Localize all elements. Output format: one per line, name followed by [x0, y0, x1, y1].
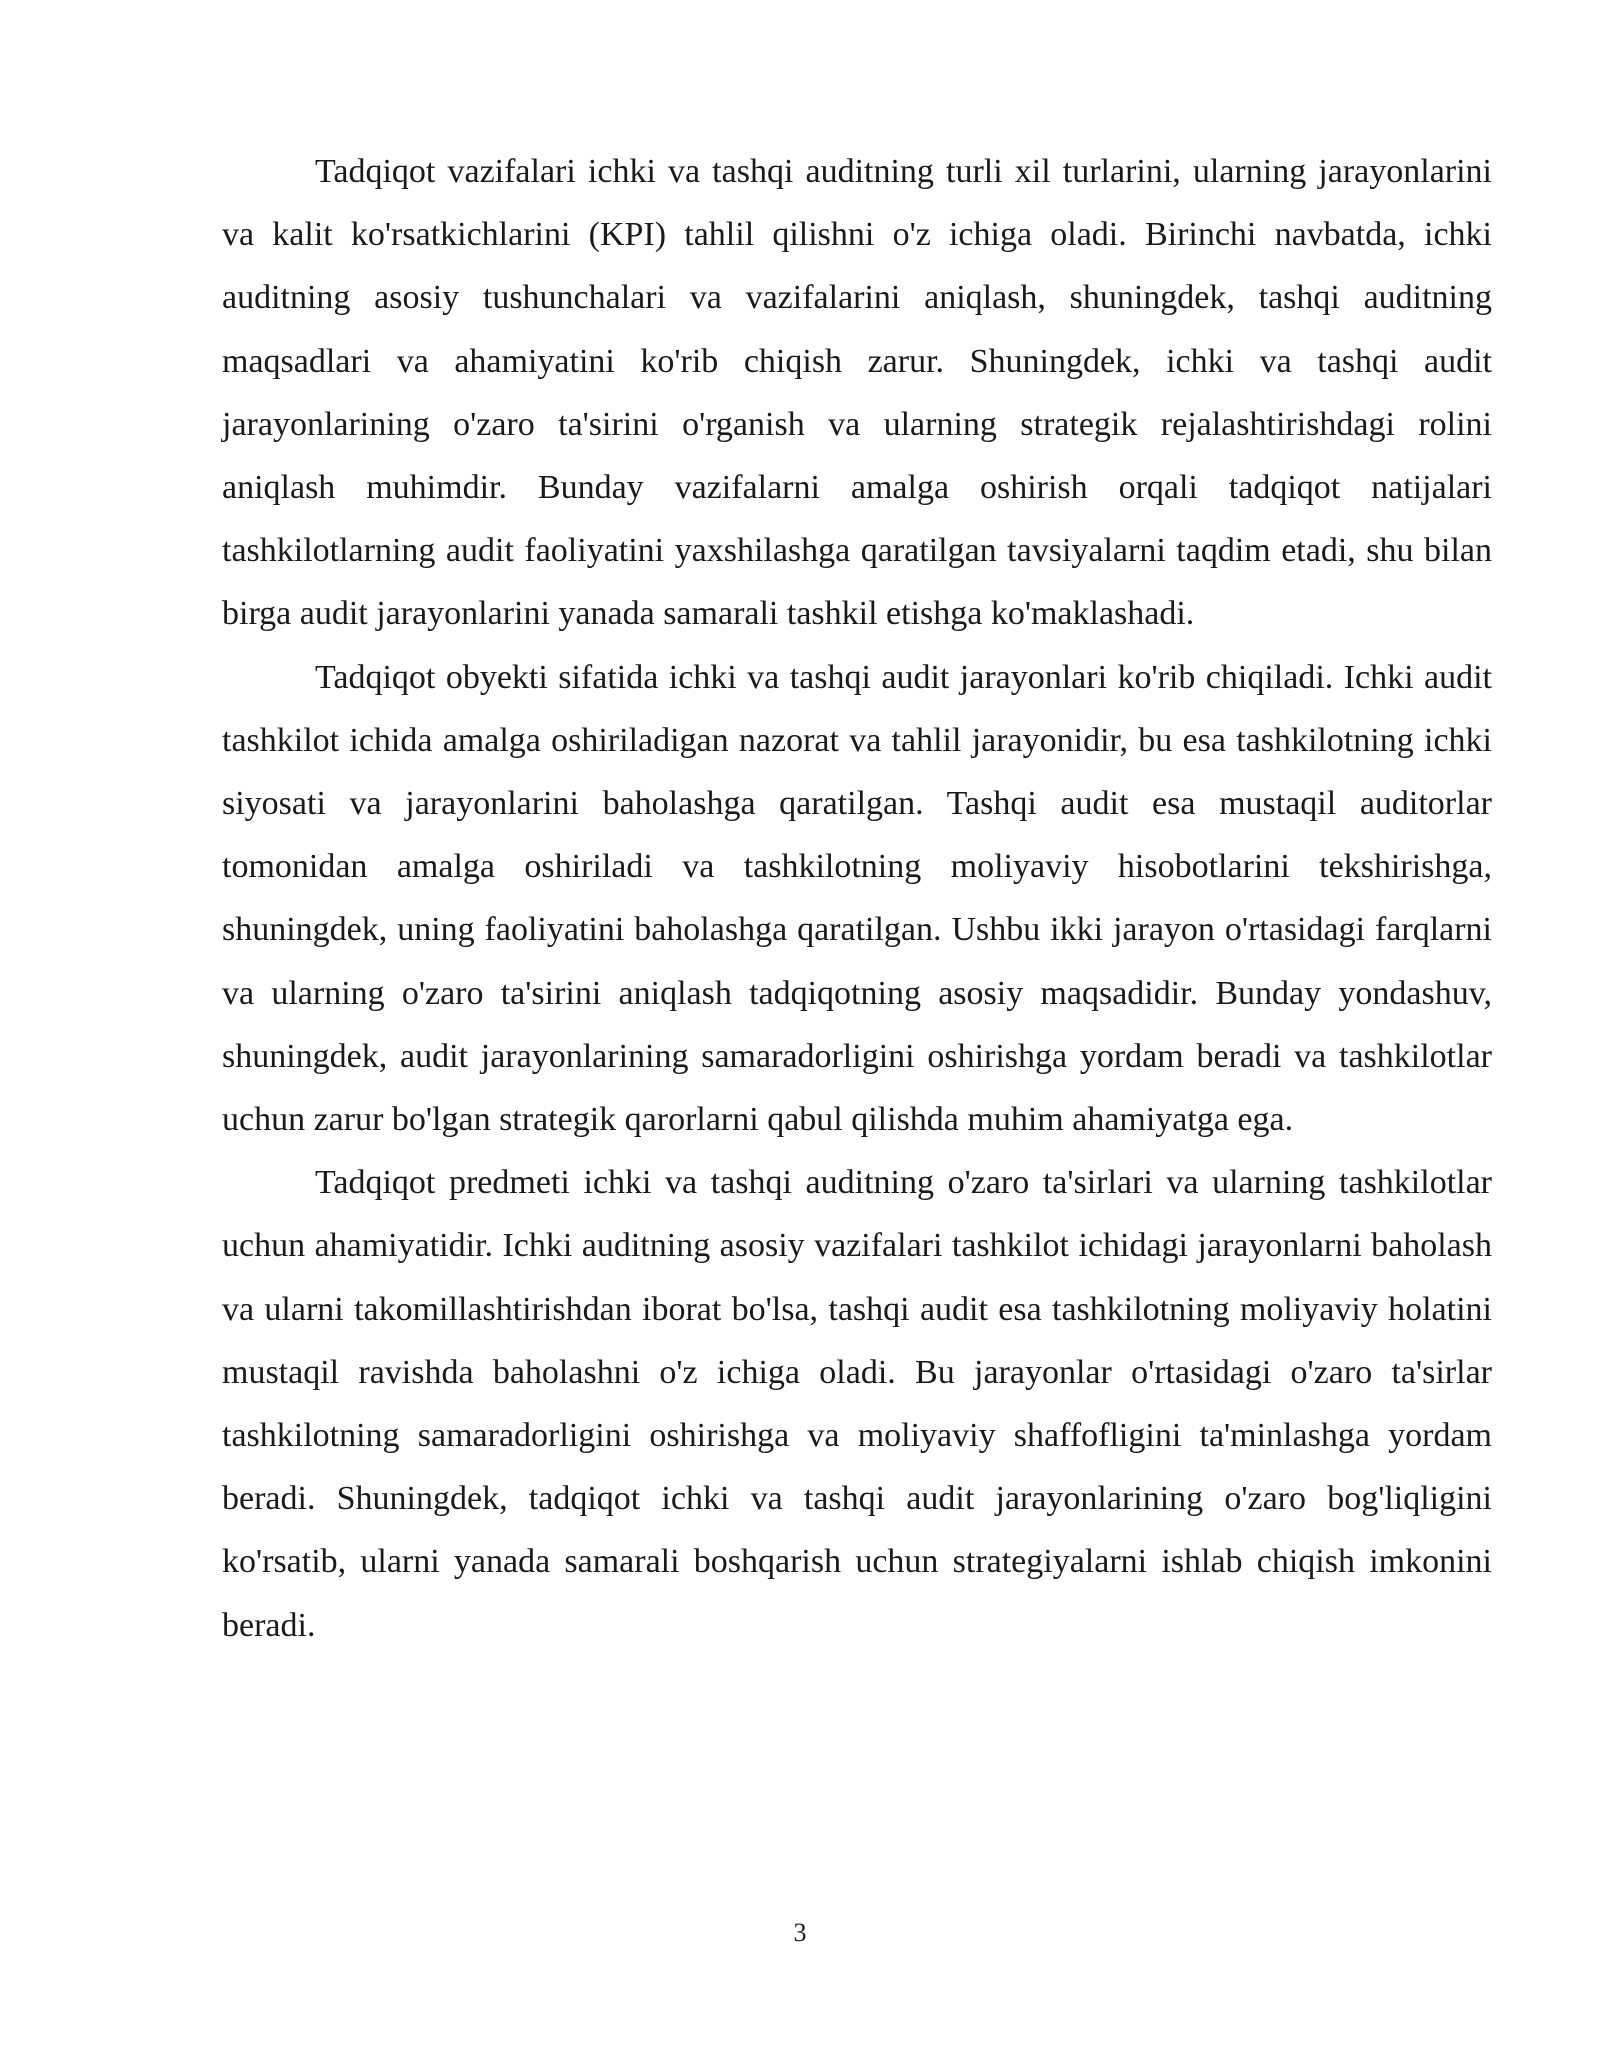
paragraph-tasks: Tadqiqot vazifalari ichki va tashqi auditning turli xil turlarini, ularning jarayonlarini va kalit ko'rsatkichlarini (KPI) tahlil qilishni o'z ichiga oladi. Birinchi navbatda, ichki auditning asosiy tushunchalari va vazifalarini aniqlash, shuningdek, tashqi auditning maqsadlari va ahamiyatini ko'rib chiqish zarur. Shuningdek, ichki va tashqi audit jarayonlarining o'zaro ta'sirini o'rganish va ularning strategik rejalashtirishdagi rolini aniqlash muhimdir. Bunday vazifalarni amalga oshirish orqali tadqiqot natijalari tashkilotlarning audit faoliyatini yaxshilashga qaratilgan tavsiyalarni taqdim etadi, shu bilan birga audit jarayonlarini yanada samarali tashkil etishga ko'maklashadi.	[222, 153, 1492, 633]
paragraph-object: Tadqiqot obyekti sifatida ichki va tashqi audit jarayonlari ko'rib chiqiladi. Ichki audit tashkilot ichida amalga oshiriladigan nazorat va tahlil jarayonidir, bu esa tashkilotning ichki siyosati va jarayonlarini baholashga qaratilgan. Tashqi audit esa mustaqil auditorlar tomonidan amalga oshiriladi va tashkilotning moliyaviy hisobotlarini tekshirishga, shuningdek, uning faoliyatini baholashga qaratilgan. Ushbu ikki jarayon o'rtasidagi farqlarni va ularning o'zaro ta'sirini aniqlash tadqiqotning asosiy maqsadidir. Bunday yondashuv, shuningdek, audit jarayonlarining samaradorligini oshirishga yordam beradi va tashkilotlar uchun zarur bo'lgan strategik qarorlarni qabul qilishda muhim ahamiyatga ega.	[222, 658, 1492, 1139]
document-body	[222, 140, 1492, 1657]
paragraph-subject: Tadqiqot predmeti ichki va tashqi auditning o'zaro ta'sirlari va ularning tashkilotlar uchun ahamiyatidir. Ichki auditning asosiy vazifalari tashkilot ichidagi jarayonlarni baholash va ularni takomillashtirishdan iborat bo'lsa, tashqi audit esa tashkilotning moliyaviy holatini mustaqil ravishda baholashni o'z ichiga oladi. Bu jarayonlar o'rtasidagi o'zaro ta'sirlar tashkilotning samaradorligini oshirishga va moliyaviy shaffofligini ta'minlashga yordam beradi. Shuningdek, tadqiqot ichki va tashqi audit jarayonlarining o'zaro bog'liqligini ko'rsatib, ularni yanada samarali boshqarish uchun strategiyalarni ishlab chiqish imkonini beradi.	[222, 1164, 1492, 1644]
page-number: 3	[793, 1918, 807, 1947]
